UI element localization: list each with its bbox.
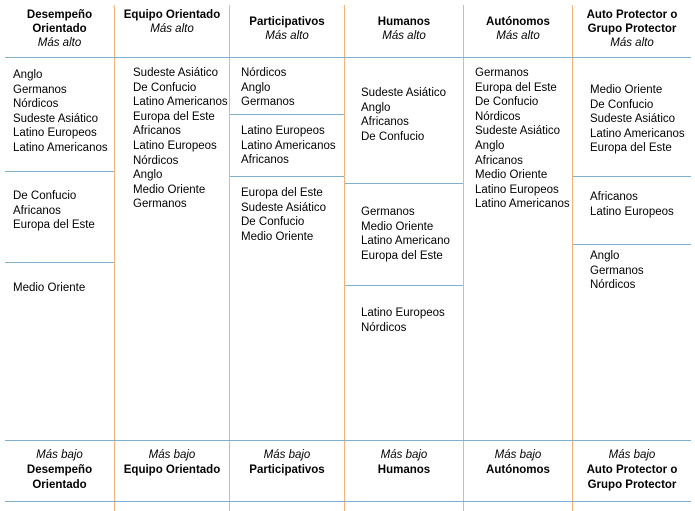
column-divider [344,5,345,511]
column-name: Desempeño Orientado [26,464,93,491]
high-label: Más alto [382,30,426,42]
list-item: Latino Europeos [590,205,674,218]
group-list [361,86,446,144]
column-footer-participativos [230,448,344,478]
list-item: Germanos [241,96,295,109]
list-item: Sudeste Asiático [133,67,219,79]
low-label: Más bajo [36,449,83,461]
footer-rule-bottom [5,501,691,502]
group-list [590,190,674,219]
group-list [241,124,336,168]
list-item: Latino Europeos [13,127,97,140]
group-list [241,66,295,110]
column-footer-desempeno [5,448,114,493]
low-label: Más bajo [148,449,196,461]
low-label: Más bajo [608,449,656,461]
group-separator [230,114,344,115]
list-item: De Confucio [241,216,305,229]
group-list [361,205,450,263]
list-item: Germanos [590,264,644,277]
list-item: Latino Americano [361,235,450,248]
list-item: De Confucio [590,98,654,111]
footer-rule-top [5,440,691,441]
column-footer-autonomos [464,448,572,478]
group-list [241,186,326,244]
column-name: Desempeño Orientado [26,9,93,35]
list-item: Europa del Este [361,249,443,262]
group-list [475,66,570,212]
list-item: Sudeste Asiático [475,125,561,138]
column-header-autonomos [464,15,572,43]
high-label: Más alto [496,30,540,42]
list-item: Nórdicos [133,154,179,167]
list-item: Sudeste Asiático [241,201,327,214]
group-list [361,306,445,335]
list-item: Germanos [361,206,415,218]
group-list [133,66,228,212]
list-item: Anglo [590,250,620,262]
low-label: Más bajo [380,449,428,461]
list-item: Nórdicos [590,279,636,292]
high-label: Más alto [610,37,654,49]
column-divider [572,5,573,511]
column-header-humanos [345,15,463,43]
list-item: Medio Oriente [361,220,434,233]
list-item: Africanos [475,154,523,167]
group-list [13,281,85,296]
high-label: Más alto [150,23,194,35]
column-divider [114,5,115,511]
list-item: Anglo [361,101,391,114]
group-list [13,68,108,156]
list-item: De Confucio [13,190,77,202]
column-name: Humanos [377,464,431,476]
group-list [590,83,685,156]
low-label: Más bajo [263,449,311,461]
group-list [13,189,95,233]
list-item: Europa del Este [590,142,672,155]
column-divider [229,5,230,511]
column-footer-humanos [345,448,463,478]
column-divider [463,5,464,511]
column-header-participativos [230,15,344,43]
list-item: Sudeste Asiático [590,113,676,126]
list-item: De Confucio [361,130,425,143]
column-name: Participativos [249,464,325,476]
column-footer-auto-protector [580,448,684,493]
list-item: Europa del Este [13,219,95,232]
list-item: Sudeste Asiático [361,87,447,99]
list-item: Africanos [133,125,181,138]
list-item: Germanos [13,83,67,96]
list-item: Medio Oriente [13,282,86,294]
list-item: Germanos [475,67,529,79]
column-header-equipo [115,8,229,36]
list-item: Nórdicos [361,321,407,334]
list-item: Africanos [13,204,61,217]
list-item: Anglo [133,169,163,182]
list-item: Latino Europeos [133,139,217,152]
list-item: Medio Oriente [241,230,314,243]
group-separator [345,285,463,286]
high-label: Más alto [265,30,309,42]
group-separator [573,244,691,245]
list-item: Anglo [475,139,505,152]
list-item: Anglo [13,69,43,81]
group-separator [5,171,114,172]
list-item: Europa del Este [475,81,557,94]
group-separator [573,176,691,177]
list-item: Medio Oriente [133,183,206,196]
list-item: Latino Europeos [361,307,445,319]
list-item: De Confucio [133,81,197,94]
column-name: Autónomos [486,464,550,476]
list-item: Africanos [590,191,638,203]
column-footer-equipo [115,448,229,478]
column-name: Auto Protector o Grupo Protector [586,464,678,491]
list-item: Nórdicos [241,67,287,79]
list-item: Nórdicos [13,98,59,111]
list-item: Africanos [361,116,409,129]
list-item: Latino Americanos [241,139,336,152]
column-name: Autónomos [486,16,550,28]
list-item: Latino Americanos [133,96,228,109]
list-item: Medio Oriente [590,84,663,96]
group-separator [5,262,114,263]
list-item: De Confucio [475,96,539,109]
group-separator [345,183,463,184]
column-name: Equipo Orientado [123,9,221,21]
column-name: Participativos [249,16,325,28]
column-header-desempeno [5,8,114,50]
group-list [590,249,644,293]
list-item: Latino Americanos [475,198,570,211]
column-header-auto-protector [580,8,684,50]
list-item: Europa del Este [133,110,215,123]
high-label: Más alto [37,37,82,49]
column-name: Auto Protector o Grupo Protector [586,9,678,35]
column-name: Humanos [377,16,431,28]
list-item: Africanos [241,154,289,167]
low-label: Más bajo [494,449,542,461]
list-item: Latino Americanos [590,127,685,140]
list-item: Latino Europeos [241,125,325,137]
list-item: Medio Oriente [475,169,548,182]
list-item: Germanos [133,198,187,211]
list-item: Anglo [241,81,271,94]
list-item: Nórdicos [475,110,521,123]
header-rule [5,57,691,58]
list-item: Europa del Este [241,187,323,199]
group-separator [230,176,344,177]
list-item: Latino Europeos [475,183,559,196]
column-name: Equipo Orientado [123,464,221,476]
list-item: Sudeste Asiático [13,112,99,125]
list-item: Latino Americanos [13,141,108,154]
